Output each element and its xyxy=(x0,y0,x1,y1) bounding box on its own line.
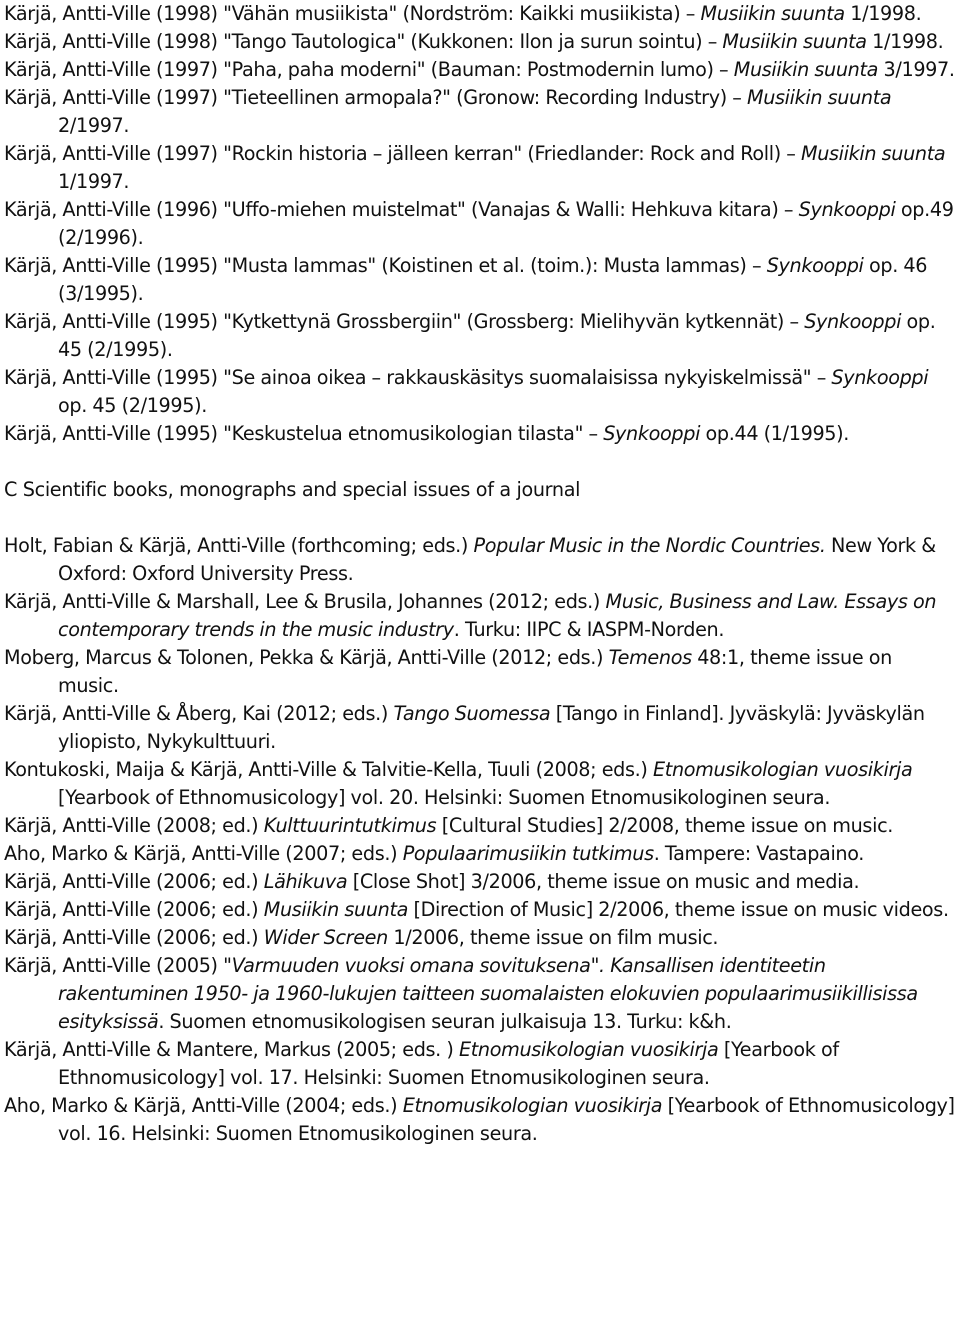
book-entry xyxy=(4,644,958,700)
entry-title-italic: Lähikuva xyxy=(263,870,348,893)
review-entry xyxy=(4,56,958,84)
entry-text: 48:1, theme issue on music. xyxy=(58,646,892,697)
entry-title-italic: Popular Music in the Nordic Countries. xyxy=(473,534,826,557)
review-entry xyxy=(4,252,958,308)
entry-title-italic: Musiikin suunta xyxy=(800,142,946,165)
entry-text: [Close Shot] 3/2006, theme issue on music and media. xyxy=(347,870,860,893)
entry-text: New York & Oxford: Oxford University Press. xyxy=(58,534,936,585)
section-c-heading: C Scientific books, monographs and special issues of a journal xyxy=(4,478,581,501)
entry-text: Kontukoski, Maija & Kärjä, Antti-Ville & Talvitie-Kella, Tuuli (2008; eds.) xyxy=(4,758,653,781)
entry-text: Aho, Marko & Kärjä, Antti-Ville (2004; eds.) xyxy=(4,1094,403,1117)
entry-text: Kärjä, Antti-Ville (2008; ed.) xyxy=(4,814,264,837)
entry-text: [Yearbook of Ethnomusicology] vol. 20. Helsinki: Suomen Etnomusikologinen seura. xyxy=(58,786,831,809)
entry-title-italic: Synkooppi xyxy=(766,254,864,277)
entry-title-italic: Populaarimusiikin tutkimus xyxy=(402,842,654,865)
entry-title-italic: Musiikin suunta xyxy=(733,58,879,81)
entry-text: . Suomen etnomusikologisen seuran julkaisuja 13. Turku: k&h. xyxy=(158,1010,732,1033)
entry-text: Kärjä, Antti-Ville & Marshall, Lee & Brusila, Johannes (2012; eds.) xyxy=(4,590,606,613)
entry-title-italic: Synkooppi xyxy=(831,366,929,389)
entry-title-italic: Musiikin suunta xyxy=(263,898,409,921)
review-entry xyxy=(4,140,958,196)
book-entry xyxy=(4,812,958,840)
entry-text: Kärjä, Antti-Ville & Mantere, Markus (2005; eds. ) xyxy=(4,1038,459,1061)
entry-title-italic: Synkooppi xyxy=(804,310,902,333)
entry-text: op. 46 (3/1995). xyxy=(58,254,928,305)
entry-title-italic: Etnomusikologian vuosikirja xyxy=(402,1094,663,1117)
entry-text: Kärjä, Antti-Ville (2005) xyxy=(4,954,224,977)
entry-text: [Yearbook of Ethnomusicology] vol. 17. Helsinki: Suomen Etnomusikologinen seura. xyxy=(58,1038,839,1089)
entry-title-italic: Wider Screen xyxy=(263,926,388,949)
books-list xyxy=(4,532,958,1148)
entry-text: [Yearbook of Ethnomusicology] vol. 16. Helsinki: Suomen Etnomusikologinen seura. xyxy=(58,1094,955,1145)
book-entry xyxy=(4,896,958,924)
entry-text: Holt, Fabian & Kärjä, Antti-Ville (forthcoming; eds.) xyxy=(4,534,474,557)
book-entry xyxy=(4,924,958,952)
review-entry xyxy=(4,196,958,252)
book-entry xyxy=(4,756,958,812)
entry-text: Kärjä, Antti-Ville (1995) "Kytkettynä Grossbergiin" (Grossberg: Mielihyvän kytkennät) – xyxy=(4,310,805,333)
entry-title-italic: "Varmuuden vuoksi omana sovituksena". Kansallisen identiteetin rakentuminen 1950- ja 1960-lukujen taitteen suomalaisten elokuvien populaarimusiikillisissa esityksissä xyxy=(58,954,918,1033)
entry-text: Kärjä, Antti-Ville (1995) "Keskustelua etnomusikologian tilasta" – xyxy=(4,422,604,445)
section-spacer xyxy=(4,504,958,532)
entry-title-italic: Etnomusikologian vuosikirja xyxy=(653,758,913,781)
entry-text: Kärjä, Antti-Ville & Åberg, Kai (2012; eds.) xyxy=(4,702,394,725)
entry-title-italic: Musiikin suunta xyxy=(700,2,845,25)
entry-title-italic: Music, Business and Law. Essays on contemporary trends in the music industry xyxy=(58,590,937,641)
entry-text: op.44 (1/1995). xyxy=(700,422,850,445)
reviews-list xyxy=(4,0,958,448)
entry-text: Kärjä, Antti-Ville (2006; ed.) xyxy=(4,870,264,893)
entry-title-italic: Musiikin suunta xyxy=(747,86,892,109)
entry-text: Kärjä, Antti-Ville (1998) "Vähän musiikista" (Nordström: Kaikki musiikista) – xyxy=(4,2,701,25)
review-entry xyxy=(4,84,958,140)
entry-text: 2/1997. xyxy=(58,114,130,137)
book-entry xyxy=(4,840,958,868)
entry-text: [Tango in Finland]. Jyväskylä: Jyväskylän yliopisto, Nykykulttuuri. xyxy=(58,702,925,753)
review-entry xyxy=(4,420,958,448)
entry-title-italic: Kulttuurintutkimus xyxy=(263,814,437,837)
entry-text: Kärjä, Antti-Ville (1997) "Tieteellinen armopala?" (Gronow: Recording Industry) – xyxy=(4,86,747,109)
book-entry xyxy=(4,1036,958,1092)
entry-text: 1/1998. xyxy=(844,2,922,25)
book-entry xyxy=(4,700,958,756)
entry-text: op.49 (2/1996). xyxy=(58,198,954,249)
review-entry xyxy=(4,364,958,420)
entry-text: [Direction of Music] 2/2006, theme issue on music videos. xyxy=(408,898,949,921)
entry-text: Kärjä, Antti-Ville (2006; ed.) xyxy=(4,926,264,949)
entry-text: 3/1997. xyxy=(878,58,955,81)
entry-text: [Cultural Studies] 2/2008, theme issue on music. xyxy=(436,814,894,837)
entry-text: 1/1997. xyxy=(58,170,130,193)
entry-title-italic: Synkooppi xyxy=(603,422,701,445)
entry-title-italic: Etnomusikologian vuosikirja xyxy=(458,1038,719,1061)
section-spacer xyxy=(4,448,958,476)
entry-text: Kärjä, Antti-Ville (1996) "Uffo-miehen muistelmat" (Vanajas & Walli: Hehkuva kitara) – xyxy=(4,198,799,221)
entry-text: Kärjä, Antti-Ville (1997) "Rockin historia – jälleen kerran" (Friedlander: Rock and Roll) – xyxy=(4,142,801,165)
book-entry xyxy=(4,532,958,588)
entry-text: Aho, Marko & Kärjä, Antti-Ville (2007; eds.) xyxy=(4,842,403,865)
entry-title-italic: Synkooppi xyxy=(798,198,896,221)
entry-text: Moberg, Marcus & Tolonen, Pekka & Kärjä, Antti-Ville (2012; eds.) xyxy=(4,646,609,669)
entry-title-italic: Musiikin suunta xyxy=(722,30,867,53)
entry-title-italic: Tango Suomessa xyxy=(393,702,551,725)
book-entry xyxy=(4,1092,958,1148)
entry-text: Kärjä, Antti-Ville (1998) "Tango Tautologica" (Kukkonen: Ilon ja surun sointu) – xyxy=(4,30,723,53)
book-entry xyxy=(4,952,958,1036)
entry-text: Kärjä, Antti-Ville (2006; ed.) xyxy=(4,898,264,921)
entry-text: . Tampere: Vastapaino. xyxy=(653,842,865,865)
book-entry xyxy=(4,588,958,644)
entry-text: 1/1998. xyxy=(866,30,944,53)
entry-text: Kärjä, Antti-Ville (1997) "Paha, paha moderni" (Bauman: Postmodernin lumo) – xyxy=(4,58,734,81)
entry-text: op. 45 (2/1995). xyxy=(58,310,936,361)
review-entry xyxy=(4,0,958,28)
entry-text: op. 45 (2/1995). xyxy=(58,394,208,417)
entry-text: 1/2006, theme issue on film music. xyxy=(387,926,719,949)
review-entry xyxy=(4,28,958,56)
review-entry xyxy=(4,308,958,364)
book-entry xyxy=(4,868,958,896)
entry-text: Kärjä, Antti-Ville (1995) "Musta lammas" (Koistinen et al. (toim.): Musta lammas) – xyxy=(4,254,767,277)
entry-text: Kärjä, Antti-Ville (1995) "Se ainoa oikea – rakkauskäsitys suomalaisissa nykyiskelmissä" – xyxy=(4,366,832,389)
entry-title-italic: Temenos xyxy=(608,646,692,669)
entry-text: . Turku: IIPC & IASPM-Norden. xyxy=(453,618,725,641)
